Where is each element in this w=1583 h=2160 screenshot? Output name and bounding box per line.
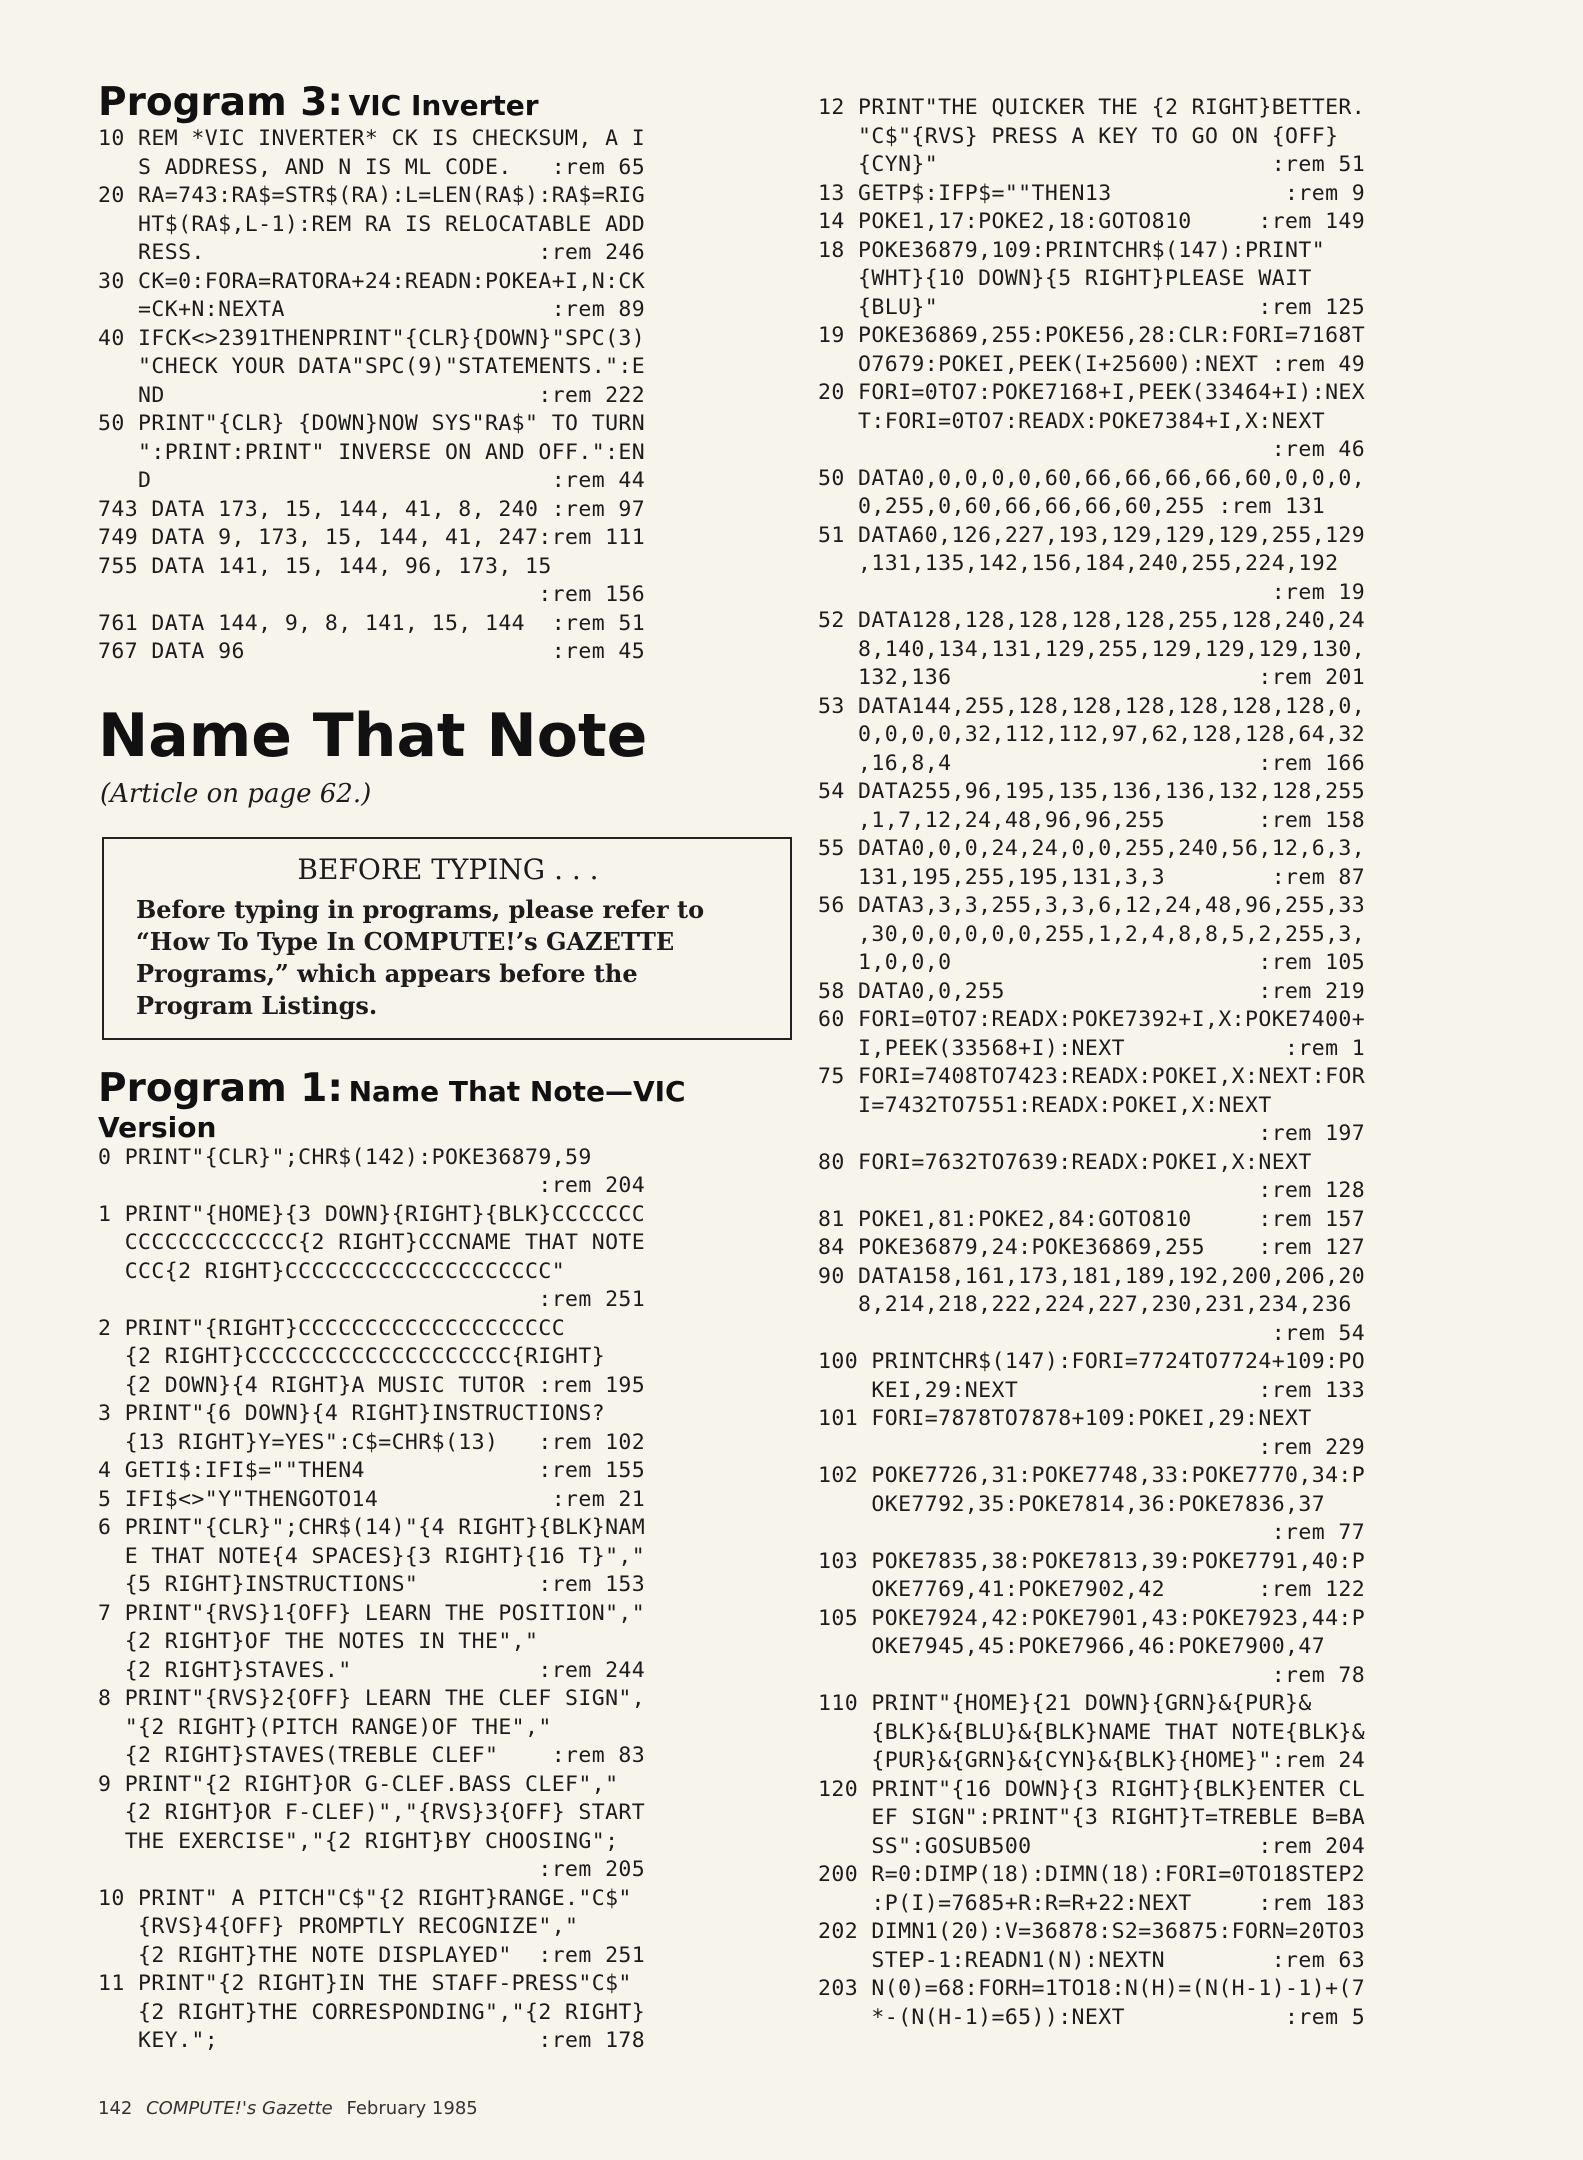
page-number: 142 [98,2098,133,2119]
page-footer [98,2098,478,2119]
program1-subtitle: Name That Note—VIC Version [98,1074,686,1144]
before-typing-box [102,837,792,1040]
program1-heading [98,1066,800,1144]
program3-heading [98,80,800,125]
program3-label: Program 3: [98,80,344,125]
program1-listing: 0 PRINT"{CLR}";CHR$(142):POKE36879,59 :rem 204 1 PRINT"{HOME}{3 DOWN}{RIGHT}{BLK}CCCCCCC CCCCCCCCCCCCC{2 RIGHT}CCCNAME THAT NOTE CCC{2 RIGHT}CCCCCCCCCCCCCCCCCCCC" :rem 251 2 PRINT"{RIGHT}CCCCCCCCCCCCCCCCCCCC {2 RIGHT}CCCCCCCCCCCCCCCCCCCC{RIGHT} {2 DOWN}{4 RIGHT}A MUSIC TUTOR :rem 195 3 PRINT"{6 DOWN}{4 RIGHT}INSTRUCTIONS? {13 RIGHT}Y=YES":C$=CHR$(13) :rem 102 4 GETI$:IFI$=""THEN4 :rem 155 5 IFI$<>"Y"THENGOTO14 :rem 21 6 PRINT"{CLR}";CHR$(14)"{4 RIGHT}{BLK}NAM E THAT NOTE{4 SPACES}{3 RIGHT}{16 T}"," {5 RIGHT}INSTRUCTIONS" :rem 153 7 PRINT"{RVS}1{OFF} LEARN THE POSITION"," {2 RIGHT}OF THE NOTES IN THE"," {2 RIGHT}STAVES." :rem 244 8 PRINT"{RVS}2{OFF} LEARN THE CLEF SIGN", "{2 RIGHT}(PITCH RANGE)OF THE"," {2 RIGHT}STAVES(TREBLE CLEF" :rem 83 9 PRINT"{2 RIGHT}OR G-CLEF.BASS CLEF"," {2 RIGHT}OR F-CLEF)","{RVS}3{OFF} START THE EXERCISE","{2 RIGHT}BY CHOOSING"; :rem 205 10 PRINT" A PITCH"C$"{2 RIGHT}RANGE."C$" {RVS}4{OFF} PROMPTLY RECOGNIZE"," {2 RIGHT}THE NOTE DISPLAYED" :rem 251 11 PRINT"{2 RIGHT}IN THE STAFF-PRESS"C$" {2 RIGHT}THE CORRESPONDING","{2 RIGHT} KEY."; :rem 178 [98,1144,646,2053]
before-typing-heading: BEFORE TYPING . . . [297,852,599,886]
right-column [818,94,1518,2032]
article-title: Name That Note [98,700,648,771]
program1-label: Program 1: [98,1065,344,1111]
program1-listing-continued: 12 PRINT"THE QUICKER THE {2 RIGHT}BETTER. "C$"{RVS} PRESS A KEY TO GO ON {OFF} {CYN}" :rem 51 13 GETP$:IFP$=""THEN13 :rem 9 14 POKE1,17:POKE2,18:GOTO810 :rem 149 18 POKE36879,109:PRINTCHR$(147):PRINT" {WHT}{10 DOWN}{5 RIGHT}PLEASE WAIT {BLU}" :rem 125 19 POKE36869,255:POKE56,28:CLR:FORI=7168T O7679:POKEI,PEEK(I+25600):NEXT :rem 49 20 FORI=0TO7:POKE7168+I,PEEK(33464+I):NEX T:FORI=0TO7:READX:POKE7384+I,X:NEXT :rem 46 50 DATA0,0,0,0,0,60,66,66,66,66,60,0,0,0, 0,255,0,60,66,66,66,60,255 :rem 131 51 DATA60,126,227,193,129,129,129,255,129 ,131,135,142,156,184,240,255,224,192 :rem 19 52 DATA128,128,128,128,128,255,128,240,24 8,140,134,131,129,255,129,129,129,130, 132,136 :rem 201 53 DATA144,255,128,128,128,128,128,128,0, 0,0,0,0,32,112,112,97,62,128,128,64,32 ,16,8,4 :rem 166 54 DATA255,96,195,135,136,136,132,128,255 ,1,7,12,24,48,96,96,255 :rem 158 55 DATA0,0,0,24,24,0,0,255,240,56,12,6,3, 131,195,255,195,131,3,3 :rem 87 56 DATA3,3,3,255,3,3,6,12,24,48,96,255,33 ,30,0,0,0,0,0,255,1,2,4,8,8,5,2,255,3, 1,0,0,0 :rem 105 58 DATA0,0,255 :rem 219 60 FORI=0TO7:READX:POKE7392+I,X:POKE7400+ I,PEEK(33568+I):NEXT :rem 1 75 FORI=7408TO7423:READX:POKEI,X:NEXT:FOR I=7432TO7551:READX:POKEI,X:NEXT :rem 197 80 FORI=7632TO7639:READX:POKEI,X:NEXT :rem 128 81 POKE1,81:POKE2,84:GOTO810 :rem 157 84 POKE36879,24:POKE36869,255 :rem 127 90 DATA158,161,173,181,189,192,200,206,20 8,214,218,222,224,227,230,231,234,236 :rem 54 100 PRINTCHR$(147):FORI=7724TO7724+109:PO KEI,29:NEXT :rem 133 101 FORI=7878TO7878+109:POKEI,29:NEXT :rem 229 102 POKE7726,31:POKE7748,33:POKE7770,34:P OKE7792,35:POKE7814,36:POKE7836,37 :rem 77 103 POKE7835,38:POKE7813,39:POKE7791,40:P OKE7769,41:POKE7902,42 :rem 122 105 POKE7924,42:POKE7901,43:POKE7923,44:P OKE7945,45:POKE7966,46:POKE7900,47 :rem 78 110 PRINT"{HOME}{21 DOWN}{GRN}&{PUR}& {BLK}&{BLU}&{BLK}NAME THAT NOTE{BLK}& {PUR}&{GRN}&{CYN}&{BLK}{HOME}":rem 24 120 PRINT"{16 DOWN}{3 RIGHT}{BLK}ENTER CL EF SIGN":PRINT"{3 RIGHT}T=TREBLE B=BA SS":GOSUB500 :rem 204 200 R=0:DIMP(18):DIMN(18):FORI=0TO18STEP2 :P(I)=7685+R:R=R+22:NEXT :rem 183 202 DIMN1(20):V=36878:S2=36875:FORN=20TO3 STEP-1:READN1(N):NEXTN :rem 63 203 N(0)=68:FORH=1TO18:N(H)=(N(H-1)-1)+(7 *-(N(H-1)=65)):NEXT :rem 5 [818,95,1366,2030]
left-column [98,80,800,2056]
magazine-name: COMPUTE!'s Gazette [146,2098,333,2119]
program3-subtitle: VIC Inverter [348,89,539,122]
before-typing-text: Before typing in programs, please refer to “How To Type In COMPUTE!’s GAZETTE Programs,” which appears before the Program Listings. [136,894,705,1020]
program3-listing: 10 REM *VIC INVERTER* CK IS CHECKSUM, A I S ADDRESS, AND N IS ML CODE. :rem 65 20 RA=743:RA$=STR$(RA):L=LEN(RA$):RA$=RIG HT$(RA$,L-1):REM RA IS RELOCATABLE ADD RESS. :rem 246 30 CK=0:FORA=RATORA+24:READN:POKEA+I,N:CK =CK+N:NEXTA :rem 89 40 IFCK<>2391THENPRINT"{CLR}{DOWN}"SPC(3) "CHECK YOUR DATA"SPC(9)"STATEMENTS.":E ND :rem 222 50 PRINT"{CLR} {DOWN}NOW SYS"RA$" TO TURN ":PRINT:PRINT" INVERSE ON AND OFF.":EN D :rem 44 743 DATA 173, 15, 144, 41, 8, 240 :rem 97 749 DATA 9, 173, 15, 144, 41, 247:rem 111 755 DATA 141, 15, 144, 96, 173, 15 :rem 156 761 DATA 144, 9, 8, 141, 15, 144 :rem 51 767 DATA 96 :rem 45 [98,126,646,664]
issue-date: February 1985 [346,2098,478,2119]
article-reference: (Article on page 62.) [100,778,372,809]
